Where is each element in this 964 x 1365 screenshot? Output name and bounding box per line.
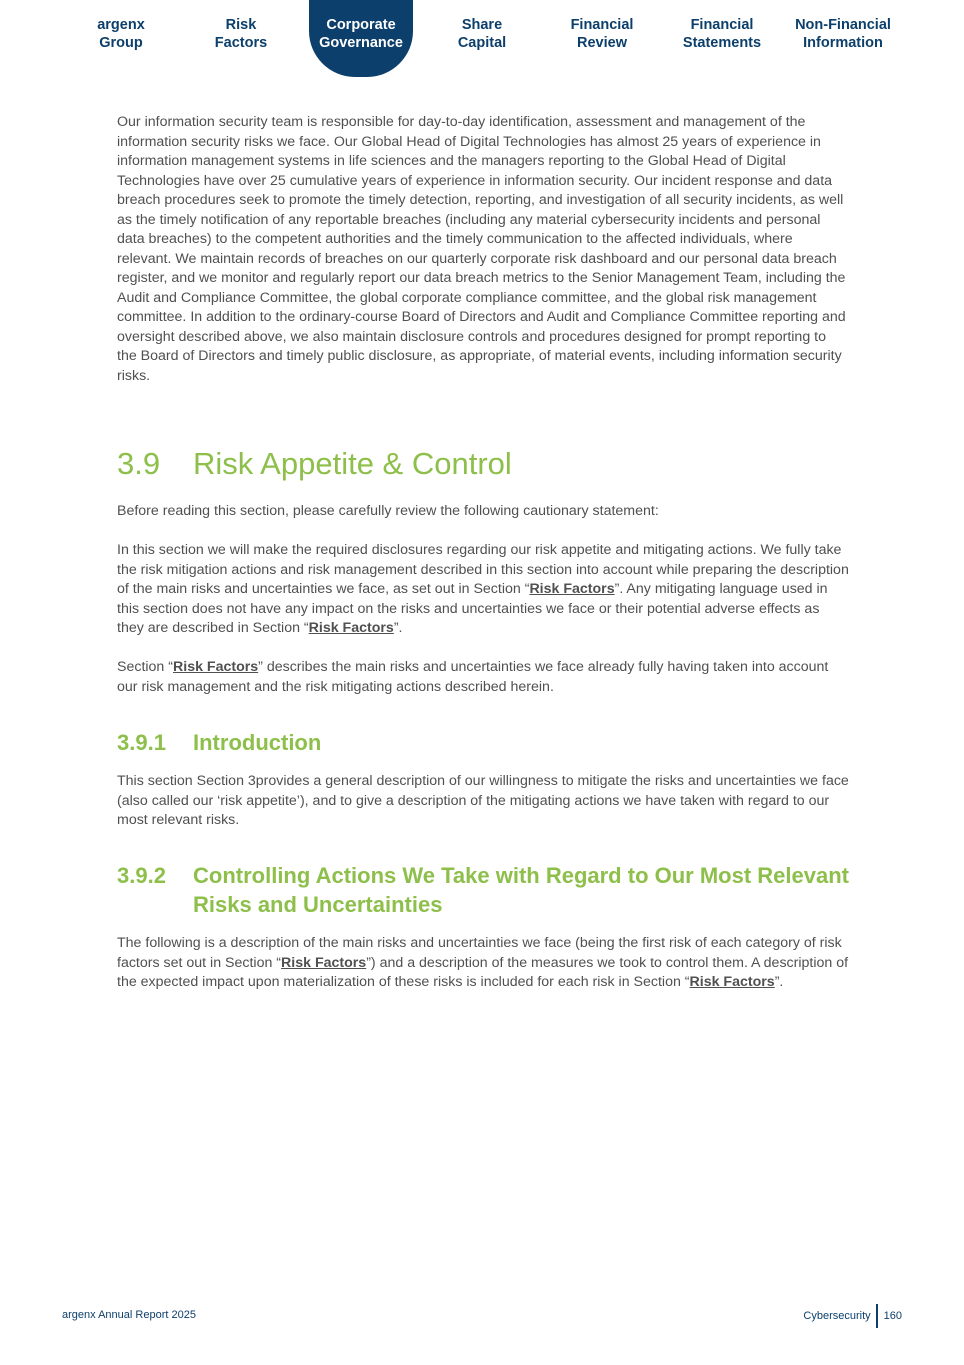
text-run: The following is a description of the main risks and uncertainties we face (being the first risk of each category of risk factors set out in Section “ xyxy=(117,935,842,971)
nav-tab-share-capital[interactable] xyxy=(430,0,534,74)
section-number: 3.9 xyxy=(117,446,161,481)
page-number: 160 xyxy=(883,1310,902,1322)
nav-tab-label: Risk Factors xyxy=(214,17,268,51)
nav-tab-label: Financial Review xyxy=(570,17,634,51)
nav-tab-label: argenx Group xyxy=(97,17,145,51)
text-run: ”) and a description of the measures we took to control them. A description of the expected impact upon materialization of these risks is included for each risk in Section “ xyxy=(117,954,849,990)
nav-tab-financial-statements[interactable] xyxy=(670,0,774,74)
risk-factors-paragraph xyxy=(117,658,849,697)
nav-tab-argenx-group[interactable] xyxy=(69,0,173,74)
section-title: Introduction xyxy=(193,730,322,755)
risk-factors-link[interactable]: Risk Factors xyxy=(529,581,615,597)
nav-tab-corporate-governance[interactable] xyxy=(309,0,413,77)
controlling-actions-paragraph xyxy=(117,934,849,993)
cautionary-intro: Before reading this section, please carefully review the following cautionary statement: xyxy=(117,503,659,519)
nav-tab-financial-review[interactable] xyxy=(550,0,654,74)
risk-factors-link[interactable]: Risk Factors xyxy=(281,954,367,971)
text-run: ” describes the main risks and uncertainties we face already fully having taken into account our risk management and the risk mitigating actions described herein. xyxy=(117,659,829,695)
nav-tab-non-financial-information[interactable] xyxy=(786,0,900,74)
introduction-paragraph: This section Section 3provides a general description of our willingness to mitigate the risks and uncertainties we face (also called our ‘risk appetite’), and to give a description of the mitigating actions we have taken with regard to our most relevant risks. xyxy=(117,773,849,828)
section-number: 3.9.1 xyxy=(117,730,166,755)
text-run: Section “ xyxy=(117,659,173,675)
text-run: ”. xyxy=(393,620,403,636)
text-run: In this section we will make the required disclosures regarding our risk appetite and mitigating actions. We fully take the risk mitigation actions and risk management described in this section into account while preparing the description of the main risks and uncertainties we face, as set out in Section “ xyxy=(117,542,849,597)
text-run: ”. xyxy=(774,974,784,990)
section-heading-3-9-1 xyxy=(117,728,849,757)
top-navigation xyxy=(0,0,964,80)
footer-divider xyxy=(876,1304,878,1328)
footer-section-name: Cybersecurity xyxy=(803,1310,871,1322)
section-heading-3-9-2 xyxy=(117,861,849,919)
text-run: ”. Any mitigating language used in this section does not have any impact on the risks and uncertainties we face or their potential adverse effects as they are described in Section “ xyxy=(117,581,828,636)
nav-tab-label: Share Capital xyxy=(457,17,507,51)
footer-page-info xyxy=(803,1304,902,1328)
nav-tab-label: Corporate Governance xyxy=(319,17,403,51)
nav-tab-label: Financial Statements xyxy=(682,17,762,51)
disclosure-paragraph xyxy=(117,541,849,639)
nav-tab-label: Non-Financial Information xyxy=(795,17,891,51)
section-number: 3.9.2 xyxy=(117,863,166,888)
section-title: Risk Appetite & Control xyxy=(193,446,512,481)
risk-factors-link[interactable]: Risk Factors xyxy=(308,620,394,636)
risk-factors-link[interactable]: Risk Factors xyxy=(173,659,259,675)
nav-tab-risk-factors[interactable] xyxy=(189,0,293,74)
intro-paragraph: Our information security team is responsible for day-to-day identification, assessment and management of the information security risks we face. Our Global Head of Digital Technologies has almost 25 years of experience in information management systems in life sciences and the managers reporting to the Global Head of Digital Technologies have over 25 cumulative years of experience in information security. Our incident response and data breach procedures seek to promote the timely detection, reporting, and investigation of all security incidents, as well as the timely notification of any reportable breaches (including any material cybersecurity incidents and personal data breaches) to the competent authorities and the timely communication to the affected individuals, where relevant. We maintain records of breaches on our quarterly corporate risk dashboard and our personal data breach register, and we monitor and regularly report our data breach metrics to the Senior Management Team, including the Audit and Compliance Committee, the global corporate compliance committee, and the global risk management committee. In addition to the ordinary-course Board of Directors and Audit and Compliance Committee reporting and oversight described above, we also maintain disclosure controls and procedures designed for prompt reporting to the Board of Directors and timely public disclosure, as appropriate, of material events, including information security risks. xyxy=(117,114,846,384)
section-title: Controlling Actions We Take with Regard to Our Most Relevant Risks and Uncertainties xyxy=(193,863,849,917)
footer-report-title: argenx Annual Report 2025 xyxy=(62,1309,196,1321)
risk-factors-link[interactable]: Risk Factors xyxy=(689,974,775,990)
section-heading-3-9 xyxy=(117,446,512,482)
